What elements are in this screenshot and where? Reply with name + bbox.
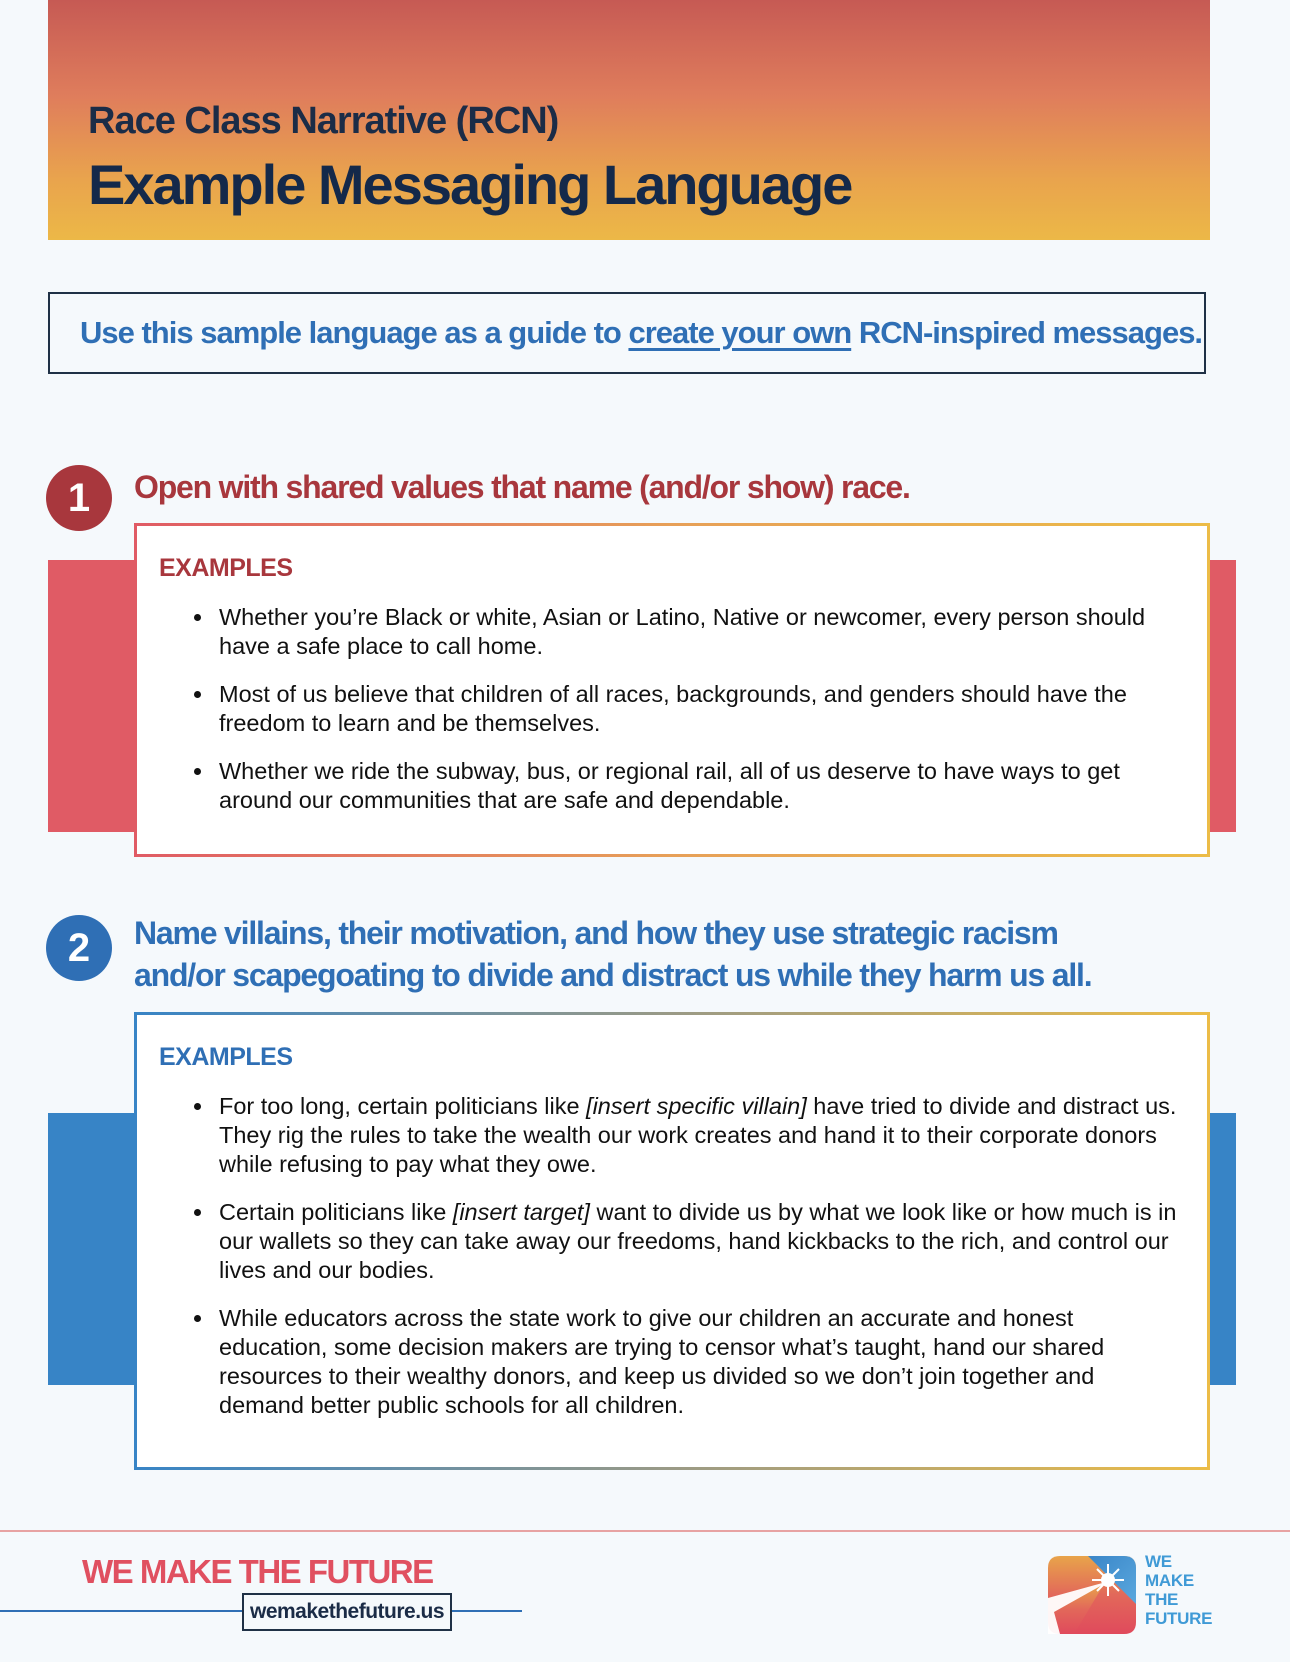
we-make-the-future-logo-icon [1046, 1552, 1138, 1636]
footer-divider [0, 1530, 1290, 1532]
list-item: • Whether we ride the subway, bus, or regional rail, all of us deserve to have ways to get around our communities that are safe and dependable. [215, 757, 1183, 815]
document-subtitle: Race Class Narrative (RCN) [88, 100, 559, 142]
document-title: Example Messaging Language [88, 153, 852, 216]
list-item: • While educators across the state work to give our children an accurate and honest education, some decision makers are trying to censor what’s taught, hand our shared resources to their wealthy donors, and keep us divided so we don’t join together and demand better public schools for all children. [215, 1304, 1183, 1420]
step-2-badge [46, 915, 112, 981]
list-item [215, 1092, 1183, 1179]
logo-wordmark [1145, 1552, 1212, 1628]
website-link[interactable]: wemakethefuture.us [242, 1593, 452, 1631]
list-item: • Whether you’re Black or white, Asian or Latino, Native or newcomer, every person should have a safe place to call home. [215, 603, 1183, 661]
header-banner [48, 0, 1210, 240]
create-your-own-link[interactable]: create your own [628, 315, 852, 350]
step-2-examples-card [134, 1012, 1210, 1470]
logo-line: WE [1145, 1552, 1172, 1571]
list-item [215, 1198, 1183, 1285]
step-2-number: 2 [67, 925, 91, 970]
guide-text-before: Use this sample language as a guide to [80, 315, 629, 350]
step-2-examples-label: EXAMPLES [159, 1043, 293, 1071]
step-1-examples-list [159, 603, 1183, 815]
placeholder-text: [insert specific villain] [586, 1093, 807, 1119]
step-1-badge [46, 465, 112, 531]
step-1-number: 1 [67, 475, 91, 520]
step-1-heading: Open with shared values that name (and/or show) race. [134, 469, 910, 505]
item-text: want to divide us by what we look like or how much is in our wallets so they can take away our freedoms, hand kickbacks to the rich, and control our lives and our bodies. [219, 1199, 1177, 1283]
logo-line: THE [1145, 1590, 1179, 1609]
step-2-heading [134, 912, 1091, 996]
guide-callout [48, 292, 1206, 374]
footer-brand: WE MAKE THE FUTURE [82, 1553, 433, 1590]
item-text: have tried to divide and distract us. They rig the rules to take the wealth our work creates and hand it to their corporate donors while refusing to pay what they owe. [219, 1093, 1177, 1177]
step-1-examples-card [134, 523, 1210, 857]
guide-text-after: RCN-inspired messages. [851, 315, 1203, 350]
placeholder-text: [insert target] [452, 1199, 590, 1225]
item-text: For too long, certain politicians like [219, 1093, 587, 1119]
step-2-heading-line-2: and/or scapegoating to divide and distract us while they harm us all. [134, 957, 1092, 993]
list-item: • Most of us believe that children of all races, backgrounds, and genders should have the freedom to learn and be themselves. [215, 680, 1183, 738]
item-text: Certain politicians like [219, 1199, 453, 1225]
step-1-examples-label: EXAMPLES [159, 554, 293, 582]
logo-line: FUTURE [1145, 1609, 1213, 1628]
step-2-examples-list [159, 1092, 1183, 1420]
step-2-heading-line-1: Name villains, their motivation, and how they use strategic racism [134, 915, 1058, 951]
logo-line: MAKE [1145, 1571, 1194, 1590]
